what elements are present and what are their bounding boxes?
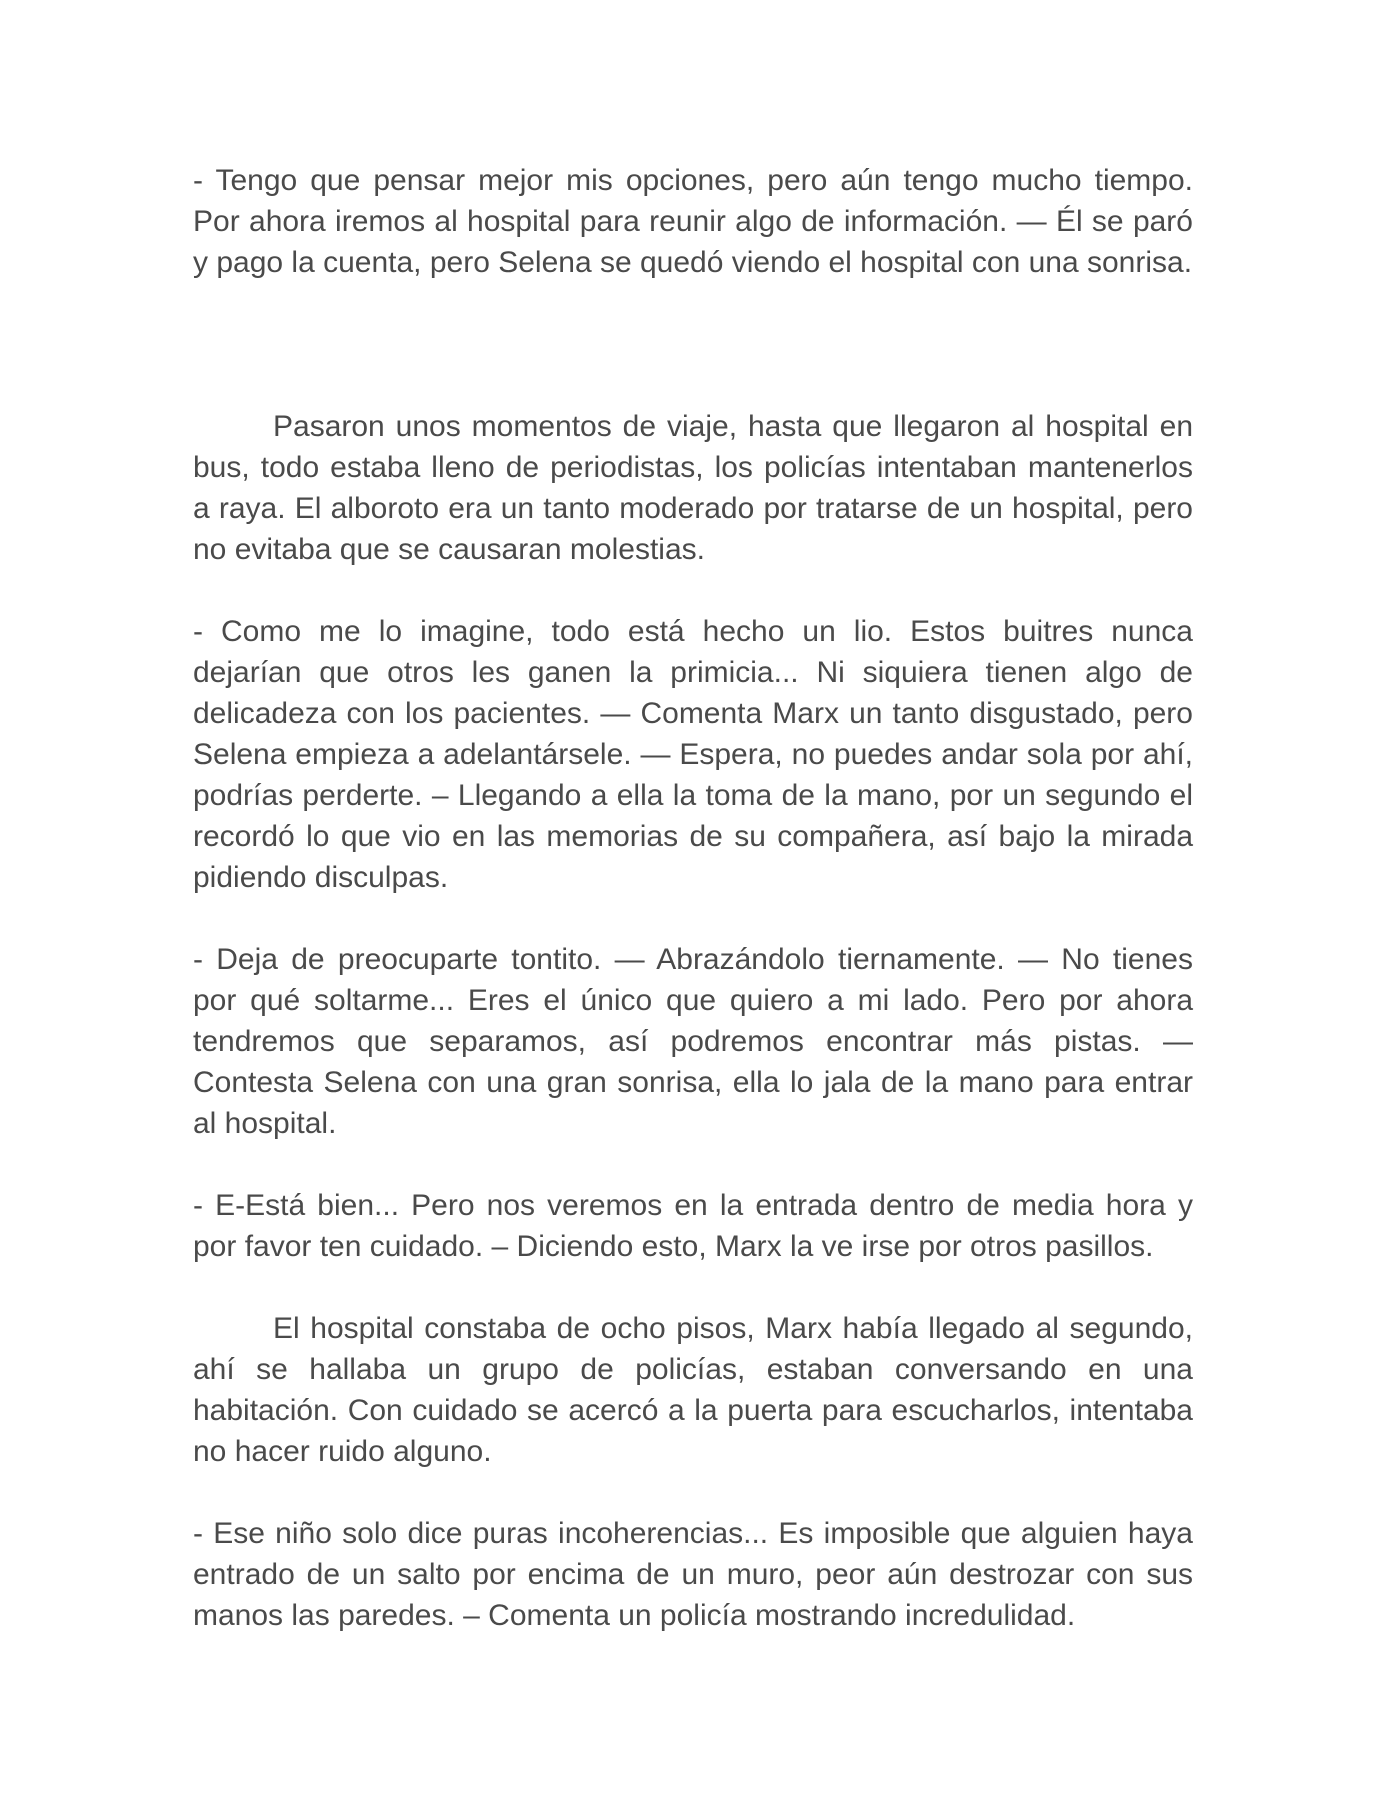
paragraph-5: - E-Está bien... Pero nos veremos en la entrada dentro de media hora y por favor ten cuidado. – Diciendo esto, Marx la ve irse por otros pasillos. [193,1189,1193,1263]
paragraph-3: - Como me lo imagine, todo está hecho un lio. Estos buitres nunca dejarían que otros les ganen la primicia... Ni siquiera tienen algo de delicadeza con los pacientes. — Comenta Marx un tanto disgustado, pero Selena empieza a adelantársele. — Espera, no puedes andar sola por ahí, podrías perderte. – Llegando a ella la toma de la mano, por un segundo el recordó lo que vio en las memorias de su compañera, así bajo la mirada pidiendo disculpas. [193,615,1193,894]
paragraph-7: - Ese niño solo dice puras incoherencias... Es imposible que alguien haya entrado de un salto por encima de un muro, peor aún destrozar con sus manos las paredes. – Comenta un policía mostrando incredulidad. [193,1517,1193,1632]
paragraph-2: Pasaron unos momentos de viaje, hasta que llegaron al hospital en bus, todo estaba lleno de periodistas, los policías intentaban mantenerlos a raya. El alboroto era un tanto moderado por tratarse de un hospital, pero no evitaba que se causaran molestias. [193,410,1193,566]
paragraph-4: - Deja de preocuparte tontito. — Abrazándolo tiernamente. — No tienes por qué soltarme... Eres el único que quiero a mi lado. Pero por ahora tendremos que separamos, así podremos encontrar más pistas. — Contesta Selena con una gran sonrisa, ella lo jala de la mano para entrar al hospital. [193,943,1193,1140]
text-column [193,160,1193,1677]
section-gap [193,324,1193,406]
paragraph-1: - Tengo que pensar mejor mis opciones, pero aún tengo mucho tiempo. Por ahora iremos al hospital para reunir algo de información. — Él se paró y pago la cuenta, pero Selena se quedó viendo el hospital con una sonrisa. [193,164,1193,279]
paragraph-6: El hospital constaba de ocho pisos, Marx había llegado al segundo, ahí se hallaba un grupo de policías, estaban conversando en una habitación. Con cuidado se acercó a la puerta para escucharlos, intentaba no hacer ruido alguno. [193,1312,1193,1468]
